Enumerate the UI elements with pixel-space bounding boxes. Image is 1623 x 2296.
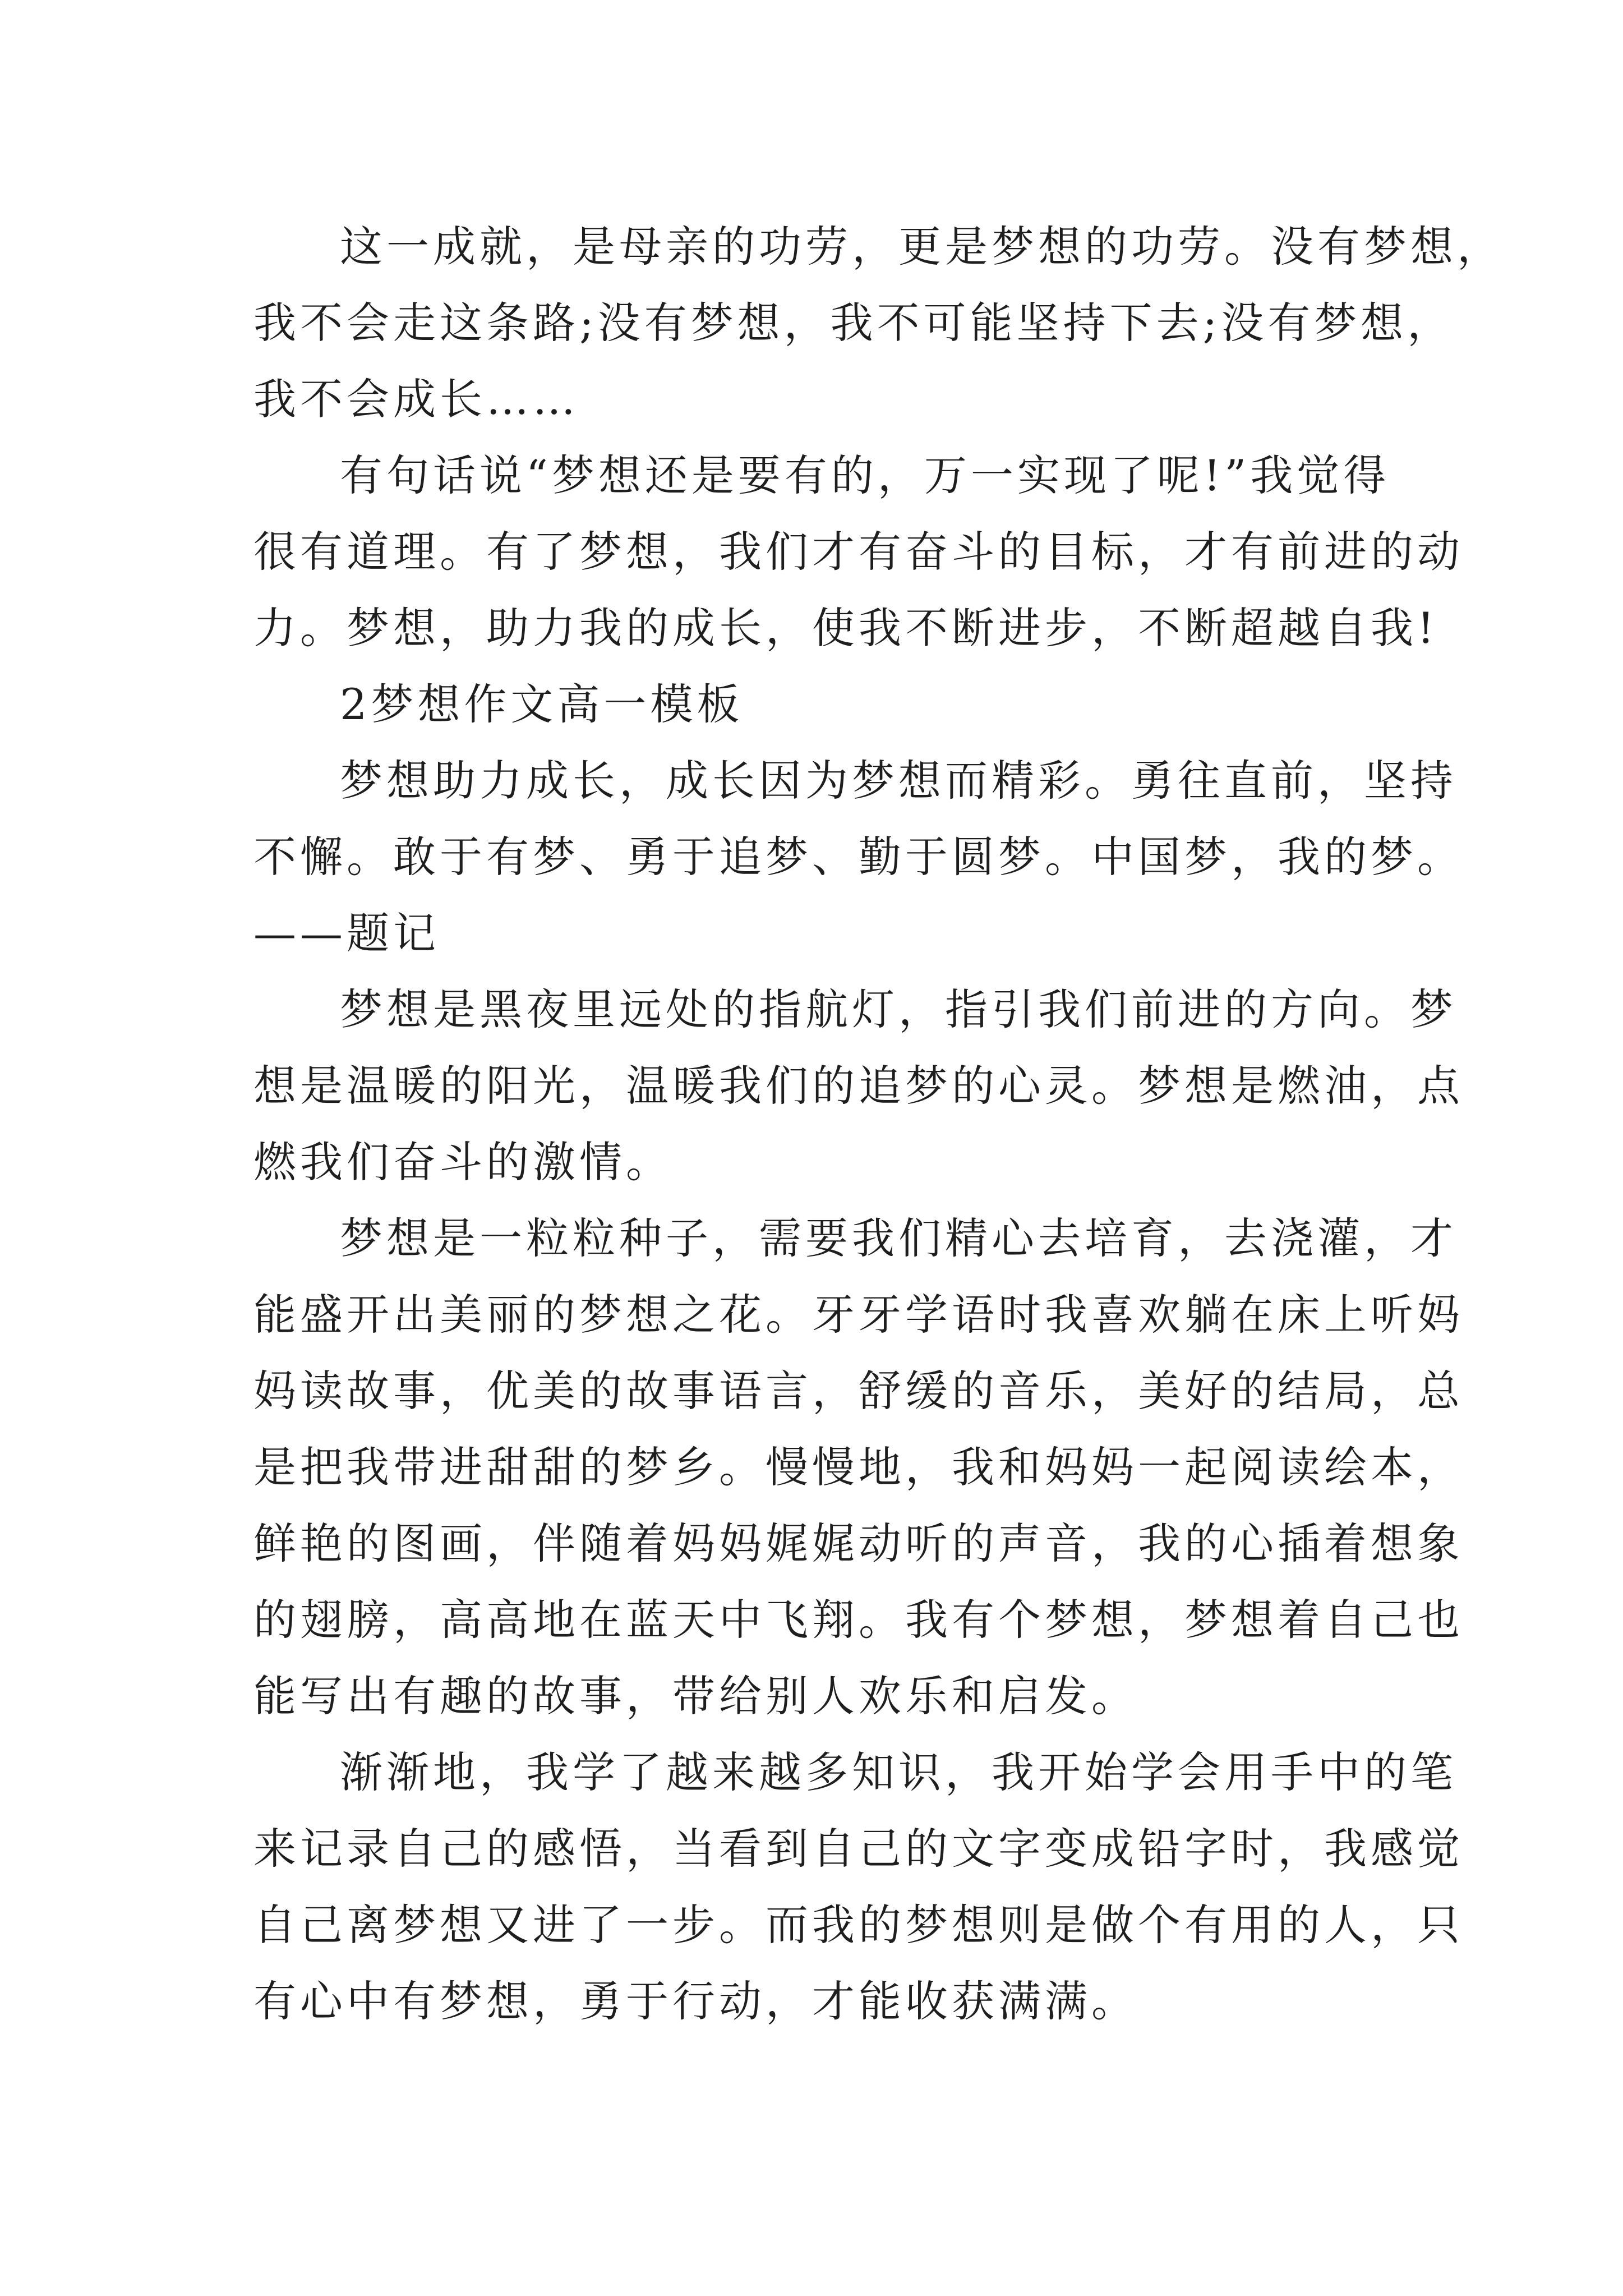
text-line: 能盛开出美丽的梦想之花。牙牙学语时我喜欢躺在床上听妈 <box>253 1290 1464 1340</box>
text-line: 我不会成长…… <box>253 374 579 424</box>
text-line: 有心中有梦想，勇于行动，才能收获满满。 <box>253 1976 1138 2026</box>
text-line: 梦想是一粒粒种子，需要我们精心去培育，去浇灌，才 <box>340 1213 1457 1263</box>
text-line: 的翅膀，高高地在蓝天中飞翔。我有个梦想，梦想着自己也 <box>253 1595 1464 1645</box>
paragraph-3 <box>253 743 1464 972</box>
paragraph-2 <box>253 438 1464 666</box>
section-heading <box>253 666 1398 743</box>
text-line: 这一成就，是母亲的功劳，更是梦想的功劳。没有梦想， <box>340 222 1504 272</box>
text-line: 我不会走这条路;没有梦想，我不可能坚持下去;没有梦想， <box>253 298 1454 348</box>
text-line: 梦想助力成长，成长因为梦想而精彩。勇往直前，坚持 <box>340 756 1457 806</box>
text-line: 力。梦想，助力我的成长，使我不断进步，不断超越自我! <box>253 603 1438 653</box>
text-line: 来记录自己的感悟，当看到自己的文字变成铅字时，我感觉 <box>253 1824 1464 1874</box>
text-line: 想是温暖的阳光，温暖我们的追梦的心灵。梦想是燃油，点 <box>253 1061 1464 1111</box>
text-line: 鲜艳的图画，伴随着妈妈娓娓动听的声音，我的心插着想象 <box>253 1519 1464 1568</box>
text-line: 燃我们奋斗的激情。 <box>253 1137 672 1187</box>
paragraph-4 <box>253 972 1464 1200</box>
text-line: 很有道理。有了梦想，我们才有奋斗的目标，才有前进的动 <box>253 527 1464 577</box>
text-line: 能写出有趣的故事，带给别人欢乐和启发。 <box>253 1671 1138 1721</box>
text-line: 有句话说“梦想还是要有的，万一实现了呢!”我觉得 <box>340 450 1390 500</box>
text-line: 不懈。敢于有梦、勇于追梦、勤于圆梦。中国梦，我的梦。 <box>253 832 1464 882</box>
heading-line: 2梦想作文高一模板 <box>340 679 744 729</box>
text-line: 是把我带进甜甜的梦乡。慢慢地，我和妈妈一起阅读绘本， <box>253 1442 1464 1492</box>
paragraph-6 <box>253 1734 1464 2040</box>
paragraph-1 <box>253 209 1504 438</box>
paragraph-5 <box>253 1200 1464 1734</box>
text-line: 渐渐地，我学了越来越多知识，我开始学会用手中的笔 <box>340 1747 1457 1797</box>
text-line: 妈读故事，优美的故事语言，舒缓的音乐，美好的结局，总 <box>253 1366 1464 1416</box>
text-line: 自己离梦想又进了一步。而我的梦想则是做个有用的人，只 <box>253 1900 1464 1950</box>
text-line: 梦想是黑夜里远处的指航灯，指引我们前进的方向。梦 <box>340 984 1457 1034</box>
text-line: ——题记 <box>253 908 440 958</box>
